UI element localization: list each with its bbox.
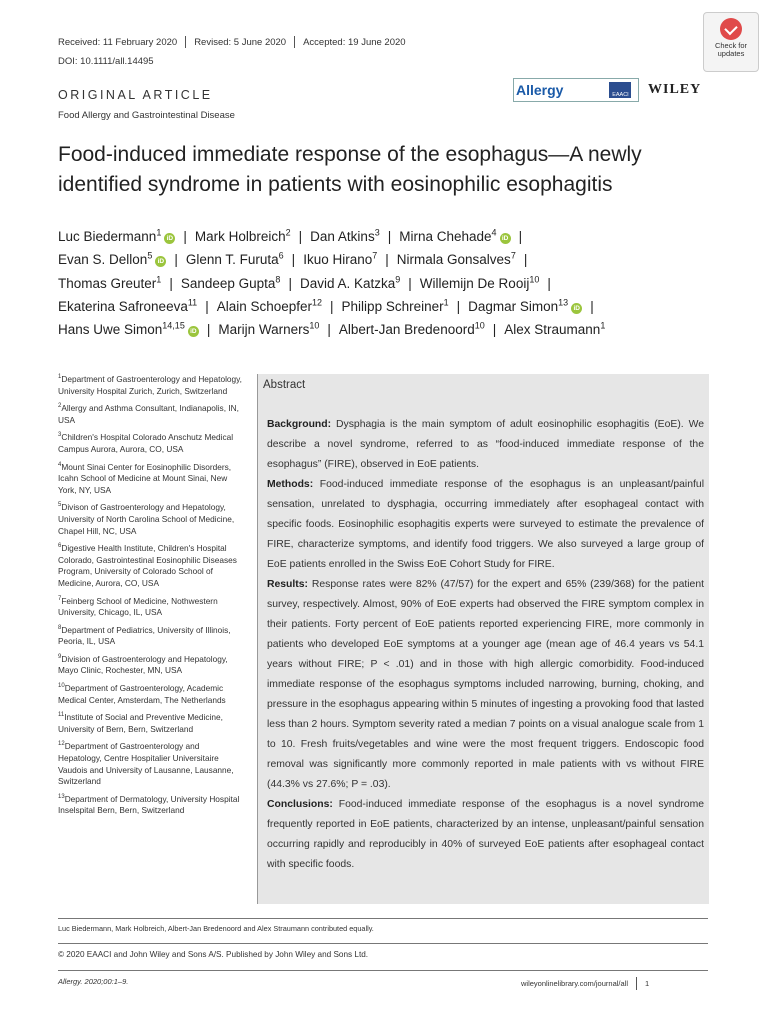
author-separator: | — [169, 275, 173, 291]
allergy-journal-logo[interactable] — [513, 78, 639, 102]
eaaci-logo: EAACI — [609, 82, 631, 98]
author-separator: | — [518, 229, 523, 244]
author-name[interactable]: Ekaterina Safroneeva — [58, 298, 188, 314]
author-line — [58, 295, 728, 318]
affiliation-number: 1 — [600, 320, 606, 331]
author-name[interactable]: Dagmar Simon — [468, 298, 559, 314]
author-separator: | — [456, 298, 461, 314]
author-name[interactable]: Luc Biedermann — [58, 229, 157, 244]
author-name[interactable]: Mirna Chehade — [399, 229, 492, 244]
equal-contribution-note: Luc Biedermann, Mark Holbreich, Albert-Jan Bredenoord and Alex Straumann contributed equally. — [58, 924, 374, 933]
author-separator: | — [174, 252, 178, 268]
affiliation-number: 8 — [58, 624, 62, 631]
check-for-updates-badge[interactable] — [703, 12, 759, 72]
abstract-body — [267, 415, 704, 875]
author-name[interactable]: Philipp Schreiner — [341, 298, 444, 314]
affiliation-number: 10 — [529, 274, 540, 285]
doi[interactable]: DOI: 10.1111/all.14495 — [58, 56, 154, 67]
author-name[interactable]: Thomas Greuter — [58, 275, 157, 291]
citation — [58, 977, 128, 986]
author-separator: | — [408, 275, 412, 291]
affiliation-text: Digestive Health Institute, Children's Hospital Colorado, Gastrointestinal Eosinophilic Diseases Program, University of Colorado School of Medicine, Aurora, CO, USA — [58, 543, 237, 588]
affiliation-item — [58, 374, 243, 397]
abstract-section-text: Food-induced immediate response of the esophagus is an unpleasant/painful sensation, unrelated to dysphagia, occurring immediately after esophageal contact with specific foods. Eosinophilic esophagitis experts were surveyed to estimate the prevalence of FIRE, characterize symptoms, and identify food triggers. We also surveyed a large group of EoE patients enrolled in the Swiss EoE Cohort Study for FIRE. — [267, 479, 704, 570]
affiliation-number: 14,15 — [162, 320, 185, 331]
orcid-icon[interactable]: iD — [188, 326, 199, 337]
affiliation-number: 2 — [58, 403, 62, 410]
affiliation-text: Department of Gastroenterology, Academic Medical Center, Amsterdam, The Netherlands — [58, 683, 226, 705]
orcid-icon[interactable]: iD — [571, 303, 582, 314]
author-line — [58, 248, 728, 271]
affiliation-item — [58, 741, 243, 787]
abstract-section — [267, 575, 704, 795]
accepted-date: Accepted: 19 June 2020 — [303, 36, 406, 48]
affiliation-number: 4 — [58, 461, 62, 468]
author-separator: | — [298, 229, 303, 244]
affiliation-text: Mount Sinai Center for Eosinophilic Disorders, Icahn School of Medicine at Mount Sinai, New York, NY, USA — [58, 461, 232, 495]
affiliation-number: 11 — [58, 712, 65, 719]
author-separator: | — [547, 275, 551, 291]
check-updates-label-2: updates — [717, 49, 745, 58]
affiliation-number: 7 — [510, 250, 516, 261]
abstract-section-text: Dysphagia is the main symptom of adult eosinophilic esophagitis (EoE). We describe a novel syndrome, referred to as “food-induced immediate response of the esophagus” (FIRE), observed in EoE patients. — [267, 419, 704, 470]
affiliation-number: 13 — [58, 794, 65, 801]
affiliation-number: 1 — [443, 297, 449, 308]
author-separator: | — [330, 298, 334, 314]
author-name[interactable]: Mark Holbreich — [194, 229, 286, 244]
article-title: Food-induced immediate response of the esophagus—A newly identified syndrome in patients with eosinophilic esophagitis — [58, 143, 642, 196]
divider — [58, 970, 708, 971]
author-name[interactable]: Alex Straumann — [504, 322, 601, 338]
affiliation-item — [58, 596, 243, 619]
author-name[interactable]: Alain Schoepfer — [216, 298, 313, 314]
affiliation-number: 1 — [58, 374, 62, 381]
affiliation-number: 13 — [558, 297, 569, 308]
affiliation-number: 10 — [474, 320, 485, 331]
abstract-section-label: Background: — [267, 419, 332, 430]
author-list — [58, 225, 728, 341]
divider — [58, 943, 708, 944]
abstract-section-label: Conclusions: — [267, 799, 333, 810]
abstract-section-label: Results: — [267, 579, 308, 590]
affiliation-number: 3 — [58, 432, 62, 439]
author-separator: | — [387, 229, 392, 244]
footer-right — [521, 977, 649, 990]
page-number: 1 — [645, 979, 650, 988]
abstract-section-label: Methods: — [267, 479, 314, 490]
affiliation-text: Allergy and Asthma Consultant, Indianapolis, IN, USA — [58, 403, 239, 425]
divider — [185, 36, 186, 48]
affiliation-number: 2 — [285, 227, 291, 238]
affiliation-number: 3 — [374, 227, 380, 238]
affiliation-text: Department of Gastroenterology and Hepatology, Centre Hospitalier Universitaire Vaudois and University of Lausanne, Lausanne, Switzerland — [58, 741, 234, 787]
citation-text: Allergy. 2020;00:1–9. — [58, 977, 129, 986]
affiliation-item — [58, 794, 243, 817]
affiliation-text: Feinberg School of Medicine, Nothwestern University, Chicago, IL, USA — [58, 595, 218, 618]
affiliation-number: 6 — [278, 250, 284, 261]
affiliation-item — [58, 712, 243, 735]
affiliation-item — [58, 403, 243, 426]
check-updates-icon — [720, 18, 742, 40]
affiliation-item — [58, 432, 243, 455]
author-name[interactable]: Dan Atkins — [310, 229, 375, 244]
affiliation-text: Department of Pediatrics, University of Illinois, Peoria, IL, USA — [58, 624, 231, 647]
affiliation-number: 11 — [187, 297, 198, 308]
affiliation-number: 5 — [58, 502, 62, 509]
author-name[interactable]: Nirmala Gonsalves — [396, 252, 511, 268]
journal-url[interactable]: wileyonlinelibrary.com/journal/all — [521, 979, 628, 988]
revised-date: Revised: 5 June 2020 — [194, 36, 287, 48]
affiliation-text: Institute of Social and Preventive Medicine, University of Bern, Bern, Switzerland — [58, 712, 223, 734]
author-line — [58, 318, 728, 341]
author-name[interactable]: Hans Uwe Simon — [58, 322, 163, 338]
abstract-section-text: Response rates were 82% (47/57) for the expert and 65% (239/368) for the patient survey, respectively. Almost, 90% of EoE experts had observed the FIRE symptom complex in their patients. Forty percent of EoE patients reported experiencing FIRE, more commonly in patients who developed EoE symptoms at a younger age (mean age of 46.4 years vs 54.1 years without FIRE; P < .01) and in those with high allergic comorbidity. Food-induced immediate response of the esophagus symptoms included narrowing, burning, choking, and pressure in the esophagus appearing within 5 minutes of ingesting a provoking food that lasted less than 2 hours. Symptom severity rated a median 7 points on a visual analogue scale from 1 to 10. Fresh fruits/vegetables and wine were the most frequent triggers. Endoscopic food removal was significantly more commonly reported in male patients with vs without FIRE (44.3% vs 27.6%; P = .03). — [267, 579, 704, 790]
affiliation-number: 8 — [275, 274, 281, 285]
affiliation-number: 7 — [58, 595, 62, 602]
abstract-heading: Abstract — [263, 379, 306, 391]
author-separator: | — [523, 252, 528, 268]
author-separator: | — [385, 252, 389, 268]
affiliation-number: 7 — [372, 250, 378, 261]
affiliation-number: 10 — [309, 320, 320, 331]
author-name[interactable]: Marijn Warners — [218, 322, 310, 338]
affiliation-text: Children's Hospital Colorado Anschutz Medical Campus Aurora, Aurora, CO, USA — [58, 432, 234, 454]
affiliation-number: 5 — [147, 250, 153, 261]
article-dates — [58, 36, 406, 48]
affiliation-item — [58, 543, 243, 589]
author-separator: | — [206, 322, 211, 338]
abstract-section-text: Food-induced immediate response of the esophagus is a novel syndrome frequently reported in EoE patients, characterized by an intense, unpleasant/painful sensation occurring rapidly and reproducibly in 40% of surveyed EoE patients after esophageal contact with specific foods. — [267, 799, 704, 870]
affiliation-item — [58, 683, 243, 706]
copyright: © 2020 EAACI and John Wiley and Sons A/S. Published by John Wiley and Sons Ltd. — [58, 950, 369, 959]
affiliation-item — [58, 625, 243, 648]
divider — [636, 977, 637, 990]
orcid-icon[interactable]: iD — [164, 233, 175, 244]
author-separator: | — [183, 229, 187, 244]
author-separator: | — [327, 322, 331, 338]
affiliation-number: 12 — [312, 297, 323, 308]
article-type: ORIGINAL ARTICLE — [58, 88, 213, 102]
affiliations — [58, 374, 243, 823]
received-date: Received: 11 February 2020 — [58, 36, 178, 48]
orcid-icon[interactable]: iD — [500, 233, 511, 244]
author-name[interactable]: Albert-Jan Bredenoord — [338, 322, 475, 338]
abstract-section — [267, 415, 704, 475]
affiliation-number: 6 — [58, 543, 62, 550]
affiliation-number: 1 — [156, 274, 162, 285]
affiliation-number: 10 — [58, 683, 65, 690]
journal-name: Allergy — [516, 82, 564, 98]
affiliation-number: 12 — [58, 741, 65, 748]
affiliation-number: 9 — [395, 274, 401, 285]
affiliation-text: Department of Dermatology, University Hospital Inselspital Bern, Bern, Switzerland — [58, 793, 240, 816]
author-name[interactable]: Evan S. Dellon — [58, 252, 148, 268]
author-name[interactable]: Willemijn De Rooij — [419, 275, 530, 291]
article-section: Food Allergy and Gastrointestinal Disease — [58, 110, 235, 121]
abstract-section — [267, 475, 704, 575]
affiliation-item — [58, 654, 243, 677]
author-separator: | — [288, 275, 292, 291]
author-separator: | — [291, 252, 296, 268]
orcid-icon[interactable]: iD — [155, 256, 166, 267]
publisher-logo[interactable]: WILEY — [648, 82, 702, 97]
affiliation-number: 4 — [491, 227, 497, 238]
author-name[interactable]: Ikuo Hirano — [303, 252, 373, 268]
author-separator: | — [492, 322, 497, 338]
author-name[interactable]: David A. Katzka — [299, 275, 396, 291]
author-line — [58, 272, 728, 295]
affiliation-item — [58, 462, 243, 497]
divider — [58, 918, 708, 919]
author-separator: | — [590, 298, 594, 314]
abstract-box — [257, 374, 709, 904]
author-name[interactable]: Glenn T. Furuta — [185, 252, 279, 268]
affiliation-item — [58, 502, 243, 537]
author-separator: | — [205, 298, 209, 314]
author-name[interactable]: Sandeep Gupta — [180, 275, 276, 291]
affiliation-number: 1 — [156, 227, 162, 238]
check-updates-label-1: Check for — [714, 41, 748, 50]
abstract-section — [267, 795, 704, 875]
affiliation-text: Division of Gastroenterology and Hepatology, Mayo Clinic, Rochester, MN, USA — [58, 653, 228, 676]
affiliation-number: 9 — [58, 654, 62, 661]
affiliation-text: Divison of Gastroenterology and Hepatology, University of North Carolina School of Medicine, Chapel Hill, NC, USA — [58, 502, 235, 536]
divider — [294, 36, 295, 48]
affiliation-text: Department of Gastroenterology and Hepatology, University Hospital Zurich, Zurich, Switzerland — [58, 374, 242, 396]
author-line — [58, 225, 728, 248]
